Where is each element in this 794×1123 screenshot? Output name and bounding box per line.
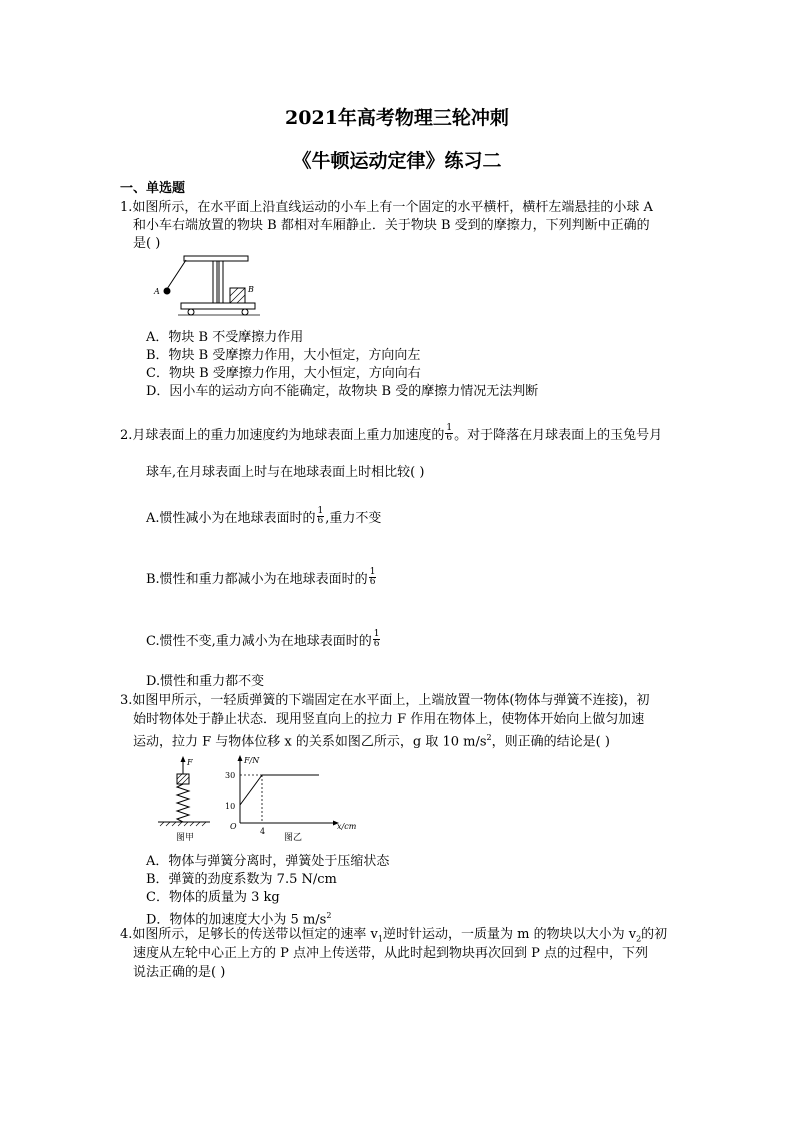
q1-option-b: B．物块 B 受摩擦力作用，大小恒定，方向向左 xyxy=(146,348,421,363)
q2-option-a xyxy=(146,506,382,528)
q3-option-c: C．物体的质量为 3 kg xyxy=(146,890,280,905)
q3-fig-yi: 图乙 xyxy=(284,833,303,843)
q3-option-d-sq: 2 xyxy=(326,911,332,920)
q2-line1-pre: 2.月球表面上的重力加速度约为地球表面上重力加速度的 xyxy=(120,428,445,443)
q1-line2: 和小车右端放置的物块 B 都相对车厢静止．关于物块 B 受到的摩擦力，下列判断中正确的 xyxy=(133,218,650,233)
frac-den: 6 xyxy=(317,516,324,526)
q1-label-a: A xyxy=(154,287,160,296)
q1-line3: 是( ) xyxy=(133,236,161,251)
q2-frac-den: 6 xyxy=(446,433,453,443)
q1-option-d: D．因小车的运动方向不能确定，故物块 B 受的摩擦力情况无法判断 xyxy=(146,384,539,399)
q3-line3-pre: 运动，拉力 F 与物体位移 x 的关系如图乙所示，g 取 10 m/s xyxy=(133,734,487,750)
q3-fig-jia: 图甲 xyxy=(176,833,195,843)
q2-opt-a-frac xyxy=(317,507,325,526)
q2-opt-c-text: C.惯性不变,重力减小为在地球表面时的 xyxy=(146,634,372,649)
frac-num: 1 xyxy=(373,629,380,639)
q3-fig-fn: F/N xyxy=(244,756,260,765)
frac-den: 6 xyxy=(373,639,380,649)
q1-cart-figure xyxy=(150,252,270,322)
q3-fig-o: O xyxy=(230,822,237,831)
q2-option-d: D.惯性和重力都不变 xyxy=(146,674,265,689)
q3-option-a: A．物体与弹簧分离时，弹簧处于压缩状态 xyxy=(146,854,390,869)
q3-sq: 2 xyxy=(486,733,492,742)
q2-opt-a-pre: A.惯性减小为在地球表面时的 xyxy=(146,511,316,526)
q2-opt-c-frac xyxy=(373,630,381,649)
q4-line1-a: 4.如图所示，足够长的传送带以恒定的速率 v xyxy=(120,927,378,942)
q3-line3-post: ，则正确的结论是( ) xyxy=(491,734,610,750)
q1-label-b: B xyxy=(248,285,254,294)
q3-option-b: B．弹簧的劲度系数为 7.5 N/cm xyxy=(146,872,337,887)
q4-line1-b: 逆时针运动，一质量为 m 的物块以大小为 v xyxy=(382,927,637,942)
q3-fig-f: F xyxy=(187,758,193,767)
q4-sub2: 2 xyxy=(636,934,642,944)
q4-line2: 速度从左轮中心正上方的 P 点冲上传送带，从此时起到物块再次回到 P 点的过程中，下列 xyxy=(133,946,649,961)
q4-line1-c: 的初 xyxy=(641,927,668,942)
q2-option-b xyxy=(146,567,377,589)
q3-line3 xyxy=(133,729,610,751)
section-heading: 一、单选题 xyxy=(120,181,186,196)
q1-option-c: C．物块 B 受摩擦力作用，大小恒定，方向向右 xyxy=(146,366,421,381)
q1-line1: 1.如图所示，在水平面上沿直线运动的小车上有一个固定的水平横杆，横杆左端悬挂的小球 A xyxy=(120,200,653,215)
q4-sub1: 1 xyxy=(377,934,383,944)
q2-line2: 球车,在月球表面上时与在地球表面上时相比较( ) xyxy=(146,465,425,480)
q3-fig-10: 10 xyxy=(225,802,236,811)
document-title: 2021年高考物理三轮冲刺 xyxy=(285,107,509,129)
q3-line1: 3.如图甲所示，一轻质弹簧的下端固定在水平面上，上端放置一物体(物体与弹簧不连接)，初 xyxy=(120,693,650,708)
q3-fig-30: 30 xyxy=(225,771,236,780)
q1-option-a: A．物块 B 不受摩擦力作用 xyxy=(146,330,304,345)
q2-opt-b-frac xyxy=(369,568,377,587)
frac-den: 6 xyxy=(369,577,376,587)
q3-fig-4: 4 xyxy=(260,827,266,836)
q2-fraction xyxy=(445,424,453,443)
q3-line2: 始时物体处于静止状态．现用竖直向上的拉力 F 作用在物体上，使物体开始向上做匀加速 xyxy=(133,712,645,727)
q2-opt-b-text: B.惯性和重力都减小为在地球表面时的 xyxy=(146,572,368,587)
document-subtitle: 《牛顿运动定律》练习二 xyxy=(292,150,502,172)
q3-fig-xcm: x/cm xyxy=(337,822,357,831)
q2-opt-a-post: ,重力不变 xyxy=(325,511,382,526)
frac-num: 1 xyxy=(369,567,376,577)
q2-frac-num: 1 xyxy=(446,423,453,433)
q3-spring-figure xyxy=(150,755,220,845)
q2-line1-post: 。对于降落在月球表面上的玉兔号月 xyxy=(454,428,663,443)
q2-line1 xyxy=(120,423,663,445)
q3-graph-figure xyxy=(220,755,370,845)
q2-option-c xyxy=(146,629,381,651)
frac-num: 1 xyxy=(317,506,324,516)
q3-option-d-text: D．物体的加速度大小为 5 m/s xyxy=(146,912,327,928)
q4-line3: 说法正确的是( ) xyxy=(133,965,226,980)
